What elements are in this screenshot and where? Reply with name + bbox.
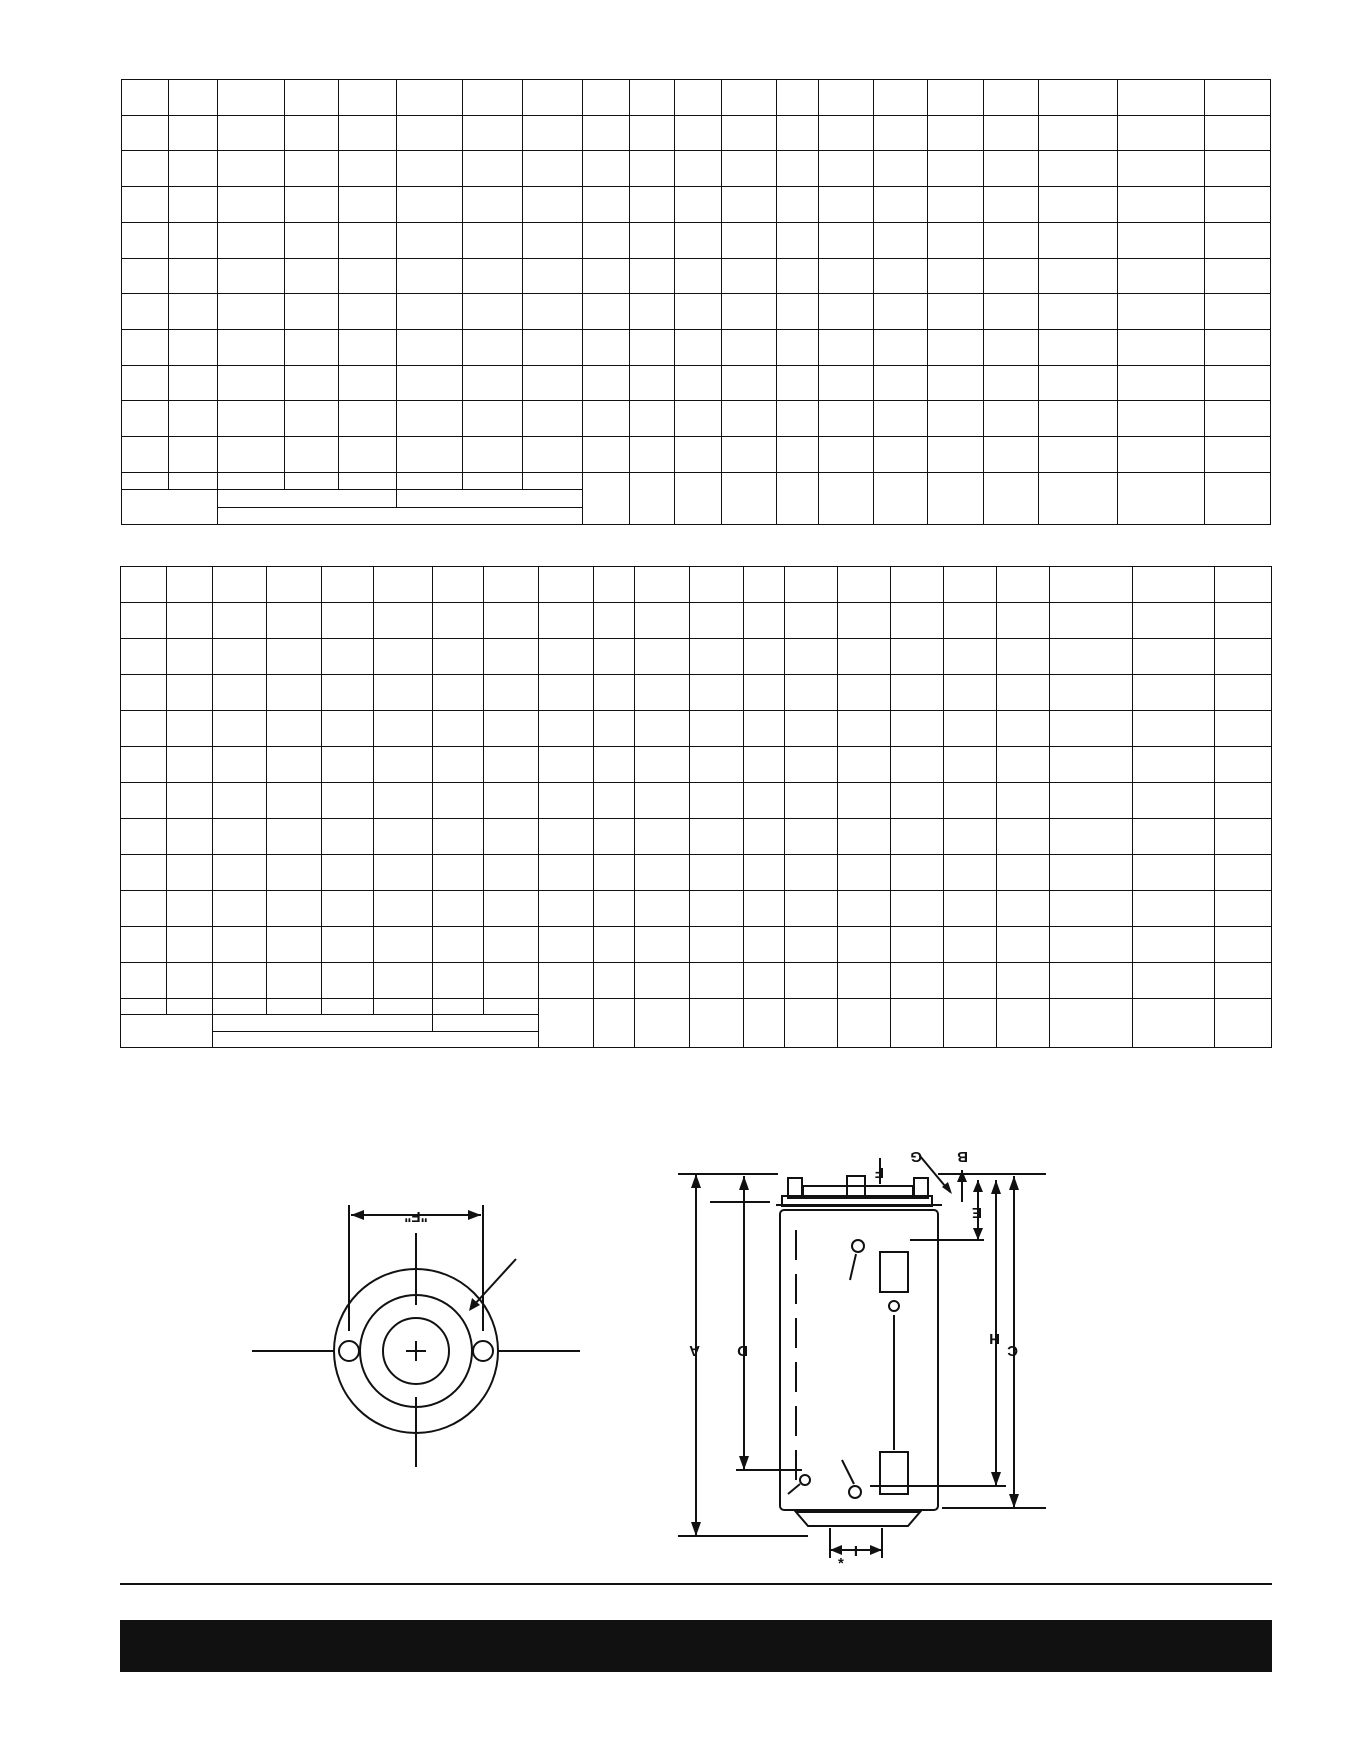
footer-banner xyxy=(120,1620,1272,1672)
dim-i-label: I xyxy=(853,1542,858,1559)
arrow-i-left xyxy=(830,1545,842,1555)
leader-relief xyxy=(842,1460,854,1484)
arrow-c-bottom xyxy=(1009,1494,1019,1508)
table-row xyxy=(121,890,1272,926)
table-row xyxy=(121,567,1272,603)
right-bolt-hole xyxy=(473,1341,493,1361)
arrow-d-top xyxy=(739,1176,749,1190)
dim-h-label: H xyxy=(989,1330,1000,1347)
upper-port xyxy=(852,1240,864,1252)
drain-valve xyxy=(800,1475,810,1485)
table-row xyxy=(121,674,1272,710)
tank-base xyxy=(796,1512,920,1526)
table-row xyxy=(122,330,1271,366)
table-row xyxy=(121,782,1272,818)
table-row xyxy=(121,710,1272,746)
relief-port xyxy=(849,1486,861,1498)
arrow-i-right xyxy=(870,1545,882,1555)
spec-table-2 xyxy=(120,566,1272,1048)
tank-body xyxy=(780,1210,938,1510)
dimension-arrow-left xyxy=(351,1210,364,1220)
dim-g-label: G xyxy=(910,1148,922,1165)
top-view-diagram xyxy=(240,1205,600,1485)
table-row xyxy=(122,187,1271,223)
arrow-e-bottom xyxy=(973,1228,983,1240)
thermostat-knob xyxy=(889,1301,899,1311)
table-row xyxy=(122,401,1271,437)
side-view-diagram xyxy=(670,1140,1070,1580)
lower-access-panel xyxy=(880,1452,908,1494)
footer-rule xyxy=(120,1583,1272,1585)
arrow-h-bottom xyxy=(991,1472,1001,1486)
table-row xyxy=(122,258,1271,294)
table-row xyxy=(122,365,1271,401)
table-row xyxy=(122,472,1271,489)
table-row xyxy=(122,222,1271,258)
table-row xyxy=(121,854,1272,890)
left-bolt-hole xyxy=(339,1341,359,1361)
asterisk-note: * xyxy=(838,1555,844,1572)
table-row xyxy=(121,638,1272,674)
table-row xyxy=(122,115,1271,151)
dim-f-label: F xyxy=(874,1164,884,1181)
arrow-h-top xyxy=(991,1180,1001,1194)
table-row xyxy=(121,818,1272,854)
table-row xyxy=(121,962,1272,998)
table-row xyxy=(122,437,1271,473)
arrow-a-bottom xyxy=(691,1522,701,1536)
table-row xyxy=(121,998,1272,1014)
dim-a-label: A xyxy=(689,1342,700,1359)
table-row xyxy=(122,151,1271,187)
dimension-f-label: "F" xyxy=(404,1208,428,1225)
table-row xyxy=(121,746,1272,782)
dim-b-label: B xyxy=(957,1148,968,1165)
leader-upper-port xyxy=(850,1254,856,1280)
dim-d-label: D xyxy=(737,1342,748,1359)
dim-e-label: E xyxy=(971,1204,982,1221)
leader-line xyxy=(474,1259,516,1305)
table-row xyxy=(122,294,1271,330)
arrow-c-top xyxy=(1009,1176,1019,1190)
spec-table-1 xyxy=(121,79,1271,525)
dimension-arrow-right xyxy=(468,1210,481,1220)
table-row xyxy=(121,926,1272,962)
arrow-b xyxy=(957,1170,967,1182)
arrow-d-bottom xyxy=(739,1456,749,1470)
leader-drain xyxy=(788,1484,800,1494)
arrow-a-top xyxy=(691,1174,701,1188)
arrow-e-top xyxy=(973,1180,983,1192)
upper-access-panel xyxy=(880,1252,908,1292)
dim-c-label: C xyxy=(1007,1342,1018,1359)
table-row xyxy=(121,602,1272,638)
table-row xyxy=(122,80,1271,116)
